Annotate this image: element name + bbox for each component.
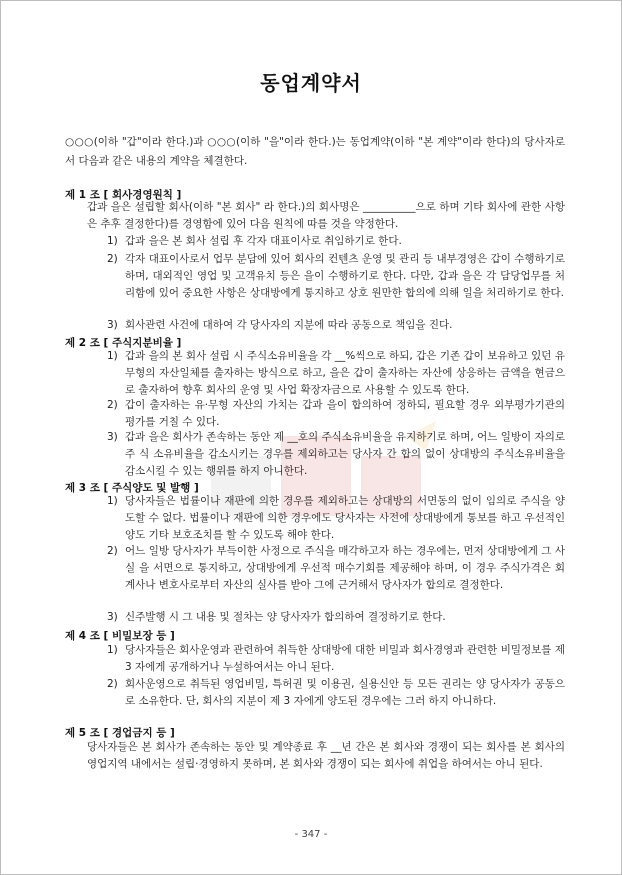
article-1-heading: 제 1 조 [ 회사경영원칙 ] <box>65 189 182 201</box>
article-2-item-1 <box>107 348 565 399</box>
article-1-item-2 <box>107 251 565 302</box>
item-text: 갑과 을은 회사가 존속하는 동안 제 __호의 주식소유비율을 유지하기로 하며, 어느 일방이 자의로 주 식 소유비율을 감소시키는 경우를 제외하고는 당사자 간 합의 없이 상대방의 주식소유비율을 감소시킬 수 있는 행위를 하지 아니한다. <box>125 431 565 477</box>
article-4-item-1 <box>107 642 565 676</box>
intro-paragraph: ○○○(이하 "갑"이라 한다.)과 ○○○(이하 "을"이라 한다.)는 동업계약(이하 "본 계약"이라 한다)의 당사자로서 다음과 같은 내용의 계약을 체결한다. <box>65 136 565 167</box>
article-2-heading: 제 2 조 [ 주식지분비율 ] <box>65 337 182 349</box>
article-1-item-3 <box>107 317 565 334</box>
item-text: 갑과 을은 본 회사 설립 후 각자 대표이사로 취임하기로 한다. <box>125 235 402 247</box>
article-3-heading: 제 3 조 [ 주식양도 및 발행 ] <box>65 482 199 494</box>
item-number: 3) <box>107 431 118 443</box>
article-5-body: 당사자들은 본 회사가 존속하는 동안 및 계약종료 후 __년 간은 본 회사와 경쟁이 되는 회사를 본 회사의 영업지역 내에서는 설립·경영하지 못하며, 본 회사와 경쟁이 되는 회사에 취업을 하여서는 아니 된다. <box>87 741 565 770</box>
article-2-item-3 <box>107 429 565 480</box>
item-number: 3) <box>107 319 118 331</box>
article-2-item-2 <box>107 397 565 431</box>
article-3-item-3 <box>107 609 565 626</box>
document-title: 동업계약서 <box>260 71 362 95</box>
item-text: 당사자들은 법률이나 재판에 의한 경우를 제외하고는 상대방의 서면동의 없이 임의로 주식을 양도할 수 없다. 법률이나 재판에 의한 경우에도 당사자는 사전에 상대방에게 통보를 하고 우선적인 양도 기타 보호조치를 할 수 있도록 해야 한다. <box>125 495 565 541</box>
item-text: 갑과 을의 본 회사 설립 시 주식소유비율을 각 __%씩으로 하되, 갑은 기존 갑이 보유하고 있던 유 무형의 자산일체를 출자하는 방식으로 하고, 을은 갑이 출자하는 자산에 상응하는 금액을 현금으로 출자하여 향후 회사의 운영 및 사업 확장자금으로 사용할 수 있도록 한다. <box>125 350 565 396</box>
article-4-heading: 제 4 조 [ 비밀보장 등 ] <box>65 630 175 642</box>
item-number: 2) <box>107 253 118 265</box>
item-text: 각자 대표이사로서 업무 분담에 있어 회사의 컨텐츠 운영 및 관리 등 내부경영은 갑이 수행하기로 하며, 대외적인 영업 및 고객유치 등은 을이 수행하기로 한다. 다만, 갑과 을은 각 담당업무를 처리함에 있어 중요한 사항은 상대방에게 통지하고 상호 원만한 합의에 의해 일을 처리하기로 한다. <box>125 253 565 299</box>
item-text: 당사자들은 회사운영과 관련하여 취득한 상대방에 대한 비밀과 회사경영과 관련한 비밀정보를 제 3 자에게 공개하거나 누설하여서는 아니 된다. <box>125 644 565 673</box>
article-4-item-2 <box>107 676 565 710</box>
article-5-heading: 제 5 조 [ 경업금지 등 ] <box>65 727 175 739</box>
item-number: 2) <box>107 545 118 557</box>
item-text: 어느 일방 당사자가 부득이한 사정으로 주식을 매각하고자 하는 경우에는, 먼저 상대방에게 그 사실 을 서면으로 통지하고, 상대방에게 우선적 매수기회를 제공해야 하며, 이 경우 주식가격은 회계사나 변호사로부터 자산의 실사를 받아 그에 근거해서 당사자가 합의로 결정한다. <box>125 545 565 591</box>
article-3-item-1 <box>107 493 565 544</box>
item-text: 갑이 출자하는 유·무형 자산의 가치는 갑과 을이 합의하여 정하되, 필요할 경우 외부평가기관의 평가를 거칠 수 있다. <box>125 399 565 428</box>
item-number: 2) <box>107 399 118 411</box>
item-text: 회사운영으로 취득된 영업비밀, 특허권 및 이용권, 실용신안 등 모든 권리는 양 당사자가 공동으로 소유한다. 단, 회사의 지분이 제 3 자에게 양도된 경우에는 그러 하지 아니하다. <box>125 678 565 707</box>
article-1-item-1 <box>107 233 565 250</box>
item-number: 3) <box>107 611 118 623</box>
item-number: 1) <box>107 495 118 507</box>
item-number: 1) <box>107 350 118 362</box>
item-number: 1) <box>107 235 118 247</box>
page-number: - 347 - <box>294 829 328 840</box>
item-text: 신주발행 시 그 내용 및 절차는 양 당사자가 합의하여 결정하기로 한다. <box>125 611 446 623</box>
article-3-item-2 <box>107 543 565 594</box>
item-number: 2) <box>107 678 118 690</box>
item-number: 1) <box>107 644 118 656</box>
article-1-body: 갑과 을은 설립할 회사(이하 "본 회사" 라 한다.)의 회사명은 __________으로 하며 기타 회사에 관한 사항은 추후 결정한다)를 경영함에 있어 다음 원칙에 따를 것을 약정한다. <box>87 201 565 230</box>
item-text: 회사관련 사건에 대하여 각 당사자의 지분에 따라 공동으로 책임을 진다. <box>125 319 453 331</box>
